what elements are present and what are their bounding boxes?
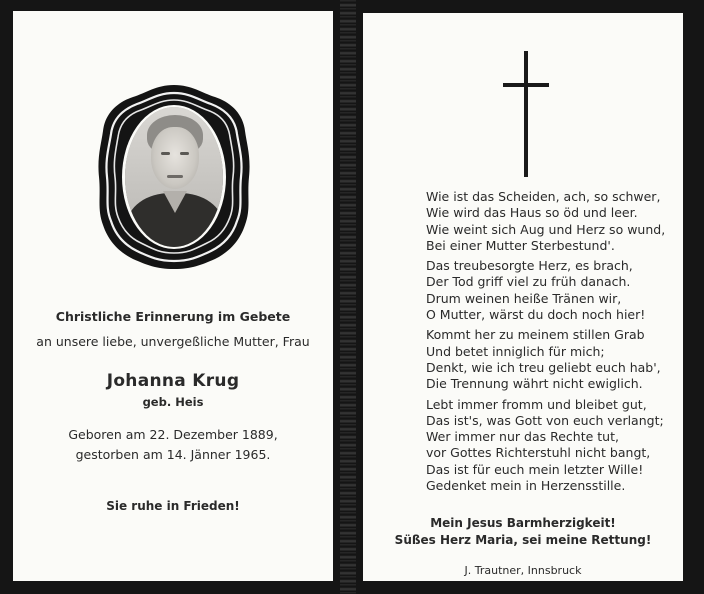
memorial-subtitle: an unsere liebe, unvergeßliche Mutter, Frau [36, 334, 310, 349]
memorial-title: Christliche Erinnerung im Gebete [55, 309, 291, 324]
left-panel [13, 11, 333, 581]
deceased-name: Johanna Krug [106, 371, 240, 391]
right-panel [363, 13, 683, 581]
poem-stanza [426, 258, 665, 323]
portrait-photo [125, 107, 223, 247]
cross-icon [503, 51, 549, 177]
poem-line: Die Trennung währt nicht ewiglich. [426, 376, 643, 392]
poem-line: Wie ist das Scheiden, ach, so schwer, [426, 189, 661, 204]
poem-line: Drum weinen heiße Tränen wir, [426, 290, 622, 306]
poem-line: Der Tod griff viel zu früh danach. [426, 274, 631, 290]
prayer-line-1: Mein Jesus Barmherzigkeit! [430, 516, 616, 530]
poem-line: Das treubesorgte Herz, es brach, [426, 258, 633, 274]
maiden-name: geb. Heis [142, 395, 204, 409]
card-fold [340, 0, 356, 594]
poem-stanza [426, 327, 665, 392]
poem-stanza [426, 397, 665, 495]
poem-line: Denkt, wie ich treu geliebt euch hab', [426, 359, 661, 375]
poem-line: Und betet inniglich für mich; [426, 343, 605, 359]
poem-line: Bei einer Mutter Sterbestund'. [426, 237, 615, 253]
poem-stanza [426, 189, 665, 254]
portrait-frame [97, 83, 251, 271]
rest-in-peace: Sie ruhe in Frieden! [106, 499, 240, 513]
poem-line: Wie wird das Haus so öd und leer. [426, 205, 638, 221]
poem-line: Lebt immer fromm und bleibet gut, [426, 396, 647, 412]
poem-line: Wie weint sich Aug und Herz so wund, [426, 221, 666, 237]
poem-line: vor Gottes Richterstuhl nicht bangt, [426, 445, 651, 461]
poem-line: Wer immer nur das Rechte tut, [426, 429, 619, 445]
poem-line: O Mutter, wärst du doch noch hier! [426, 307, 646, 323]
prayer-line-2: Süßes Herz Maria, sei meine Rettung! [394, 533, 652, 547]
printer-credit: J. Trautner, Innsbruck [464, 564, 582, 577]
face [151, 127, 199, 189]
poem-line: Gedenket mein in Herzensstille. [426, 478, 626, 494]
birth-date: Geboren am 22. Dezember 1889, [68, 427, 278, 442]
poem-line: Das ist für euch mein letzter Wille! [426, 461, 644, 477]
death-date: gestorben am 14. Jänner 1965. [75, 447, 271, 462]
poem-line: Kommt her zu meinem stillen Grab [426, 327, 645, 343]
poem-line: Das ist's, was Gott von euch verlangt; [426, 412, 664, 428]
poem [426, 189, 665, 498]
